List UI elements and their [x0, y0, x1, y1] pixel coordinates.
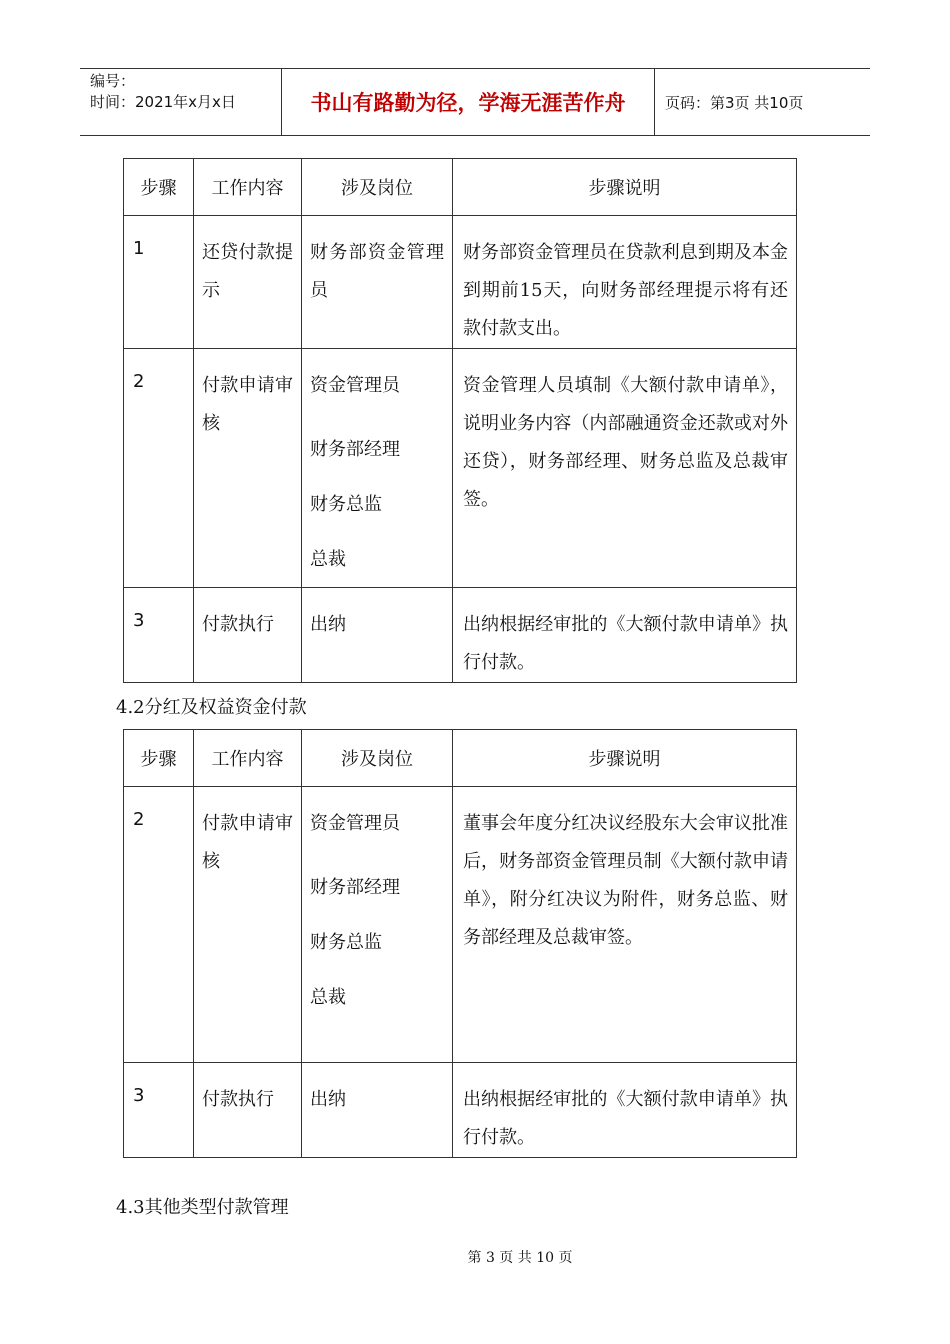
position-list — [302, 216, 453, 349]
col-header-work: 工作内容 — [194, 159, 302, 216]
position: 总裁 — [310, 549, 346, 570]
position: 财务总监 — [310, 494, 382, 515]
table-row — [124, 1063, 797, 1158]
position: 财务总监 — [310, 932, 382, 953]
page-footer — [0, 1247, 950, 1267]
header-page-info: 页码：第3页 共10页 — [665, 93, 804, 112]
col-header-step: 步骤 — [124, 159, 194, 216]
page-header — [80, 68, 870, 136]
work-content: 还贷付款提示 — [194, 216, 302, 349]
number-label: 编号： — [90, 72, 136, 90]
header-meta — [80, 69, 282, 135]
step-description: 出纳根据经审批的《大额付款申请单》执行付款。 — [453, 588, 797, 683]
step-description: 财务部资金管理员在贷款利息到期及本金到期前15天，向财务部经理提示将有还款付款支出。 — [453, 216, 797, 349]
col-header-position: 涉及岗位 — [302, 159, 453, 216]
col-header-position: 涉及岗位 — [302, 730, 453, 787]
step-number: 1 — [124, 216, 194, 349]
position-list — [302, 1063, 453, 1158]
table-header-row — [124, 730, 797, 787]
work-content: 付款申请审核 — [194, 787, 302, 1063]
table-row — [124, 349, 797, 588]
table-row — [124, 588, 797, 683]
footer-page-number: 第 3 页 共 10 页 — [467, 1250, 573, 1266]
position: 资金管理员 — [310, 813, 400, 834]
header-motto: 书山有路勤为径，学海无涯苦作舟 — [282, 69, 655, 135]
position: 财务部资金管理员 — [310, 242, 444, 301]
steps-table-2 — [123, 729, 797, 1158]
section-heading-4-2: 4.2分红及权益资金付款 — [116, 697, 307, 718]
position: 资金管理员 — [310, 375, 400, 396]
work-content: 付款执行 — [194, 1063, 302, 1158]
col-header-step: 步骤 — [124, 730, 194, 787]
position: 财务部经理 — [310, 439, 400, 460]
col-header-description: 步骤说明 — [453, 730, 797, 787]
step-number: 2 — [124, 349, 194, 588]
col-header-description: 步骤说明 — [453, 159, 797, 216]
position: 财务部经理 — [310, 877, 400, 898]
position-list — [302, 349, 453, 588]
position: 出纳 — [310, 1089, 346, 1110]
step-description: 出纳根据经审批的《大额付款申请单》执行付款。 — [453, 1063, 797, 1158]
position-list — [302, 588, 453, 683]
work-content: 付款申请审核 — [194, 349, 302, 588]
position: 出纳 — [310, 614, 346, 635]
step-number: 3 — [124, 588, 194, 683]
table-row — [124, 216, 797, 349]
work-content: 付款执行 — [194, 588, 302, 683]
col-header-work: 工作内容 — [194, 730, 302, 787]
step-description: 董事会年度分红决议经股东大会审议批准后，财务部资金管理员制《大额付款申请单》，附分红决议为附件，财务总监、财务部经理及总裁审签。 — [453, 787, 797, 1063]
steps-table-1 — [123, 158, 797, 683]
step-description: 资金管理人员填制《大额付款申请单》，说明业务内容（内部融通资金还款或对外还贷），财务部经理、财务总监及总裁审签。 — [453, 349, 797, 588]
table-header-row — [124, 159, 797, 216]
section-heading-4-3: 4.3其他类型付款管理 — [116, 1197, 289, 1218]
position: 总裁 — [310, 987, 346, 1008]
table-row — [124, 787, 797, 1063]
time-label: 时间：2021年x月x日 — [90, 93, 236, 111]
step-number: 3 — [124, 1063, 194, 1158]
step-number: 2 — [124, 787, 194, 1063]
position-list — [302, 787, 453, 1063]
